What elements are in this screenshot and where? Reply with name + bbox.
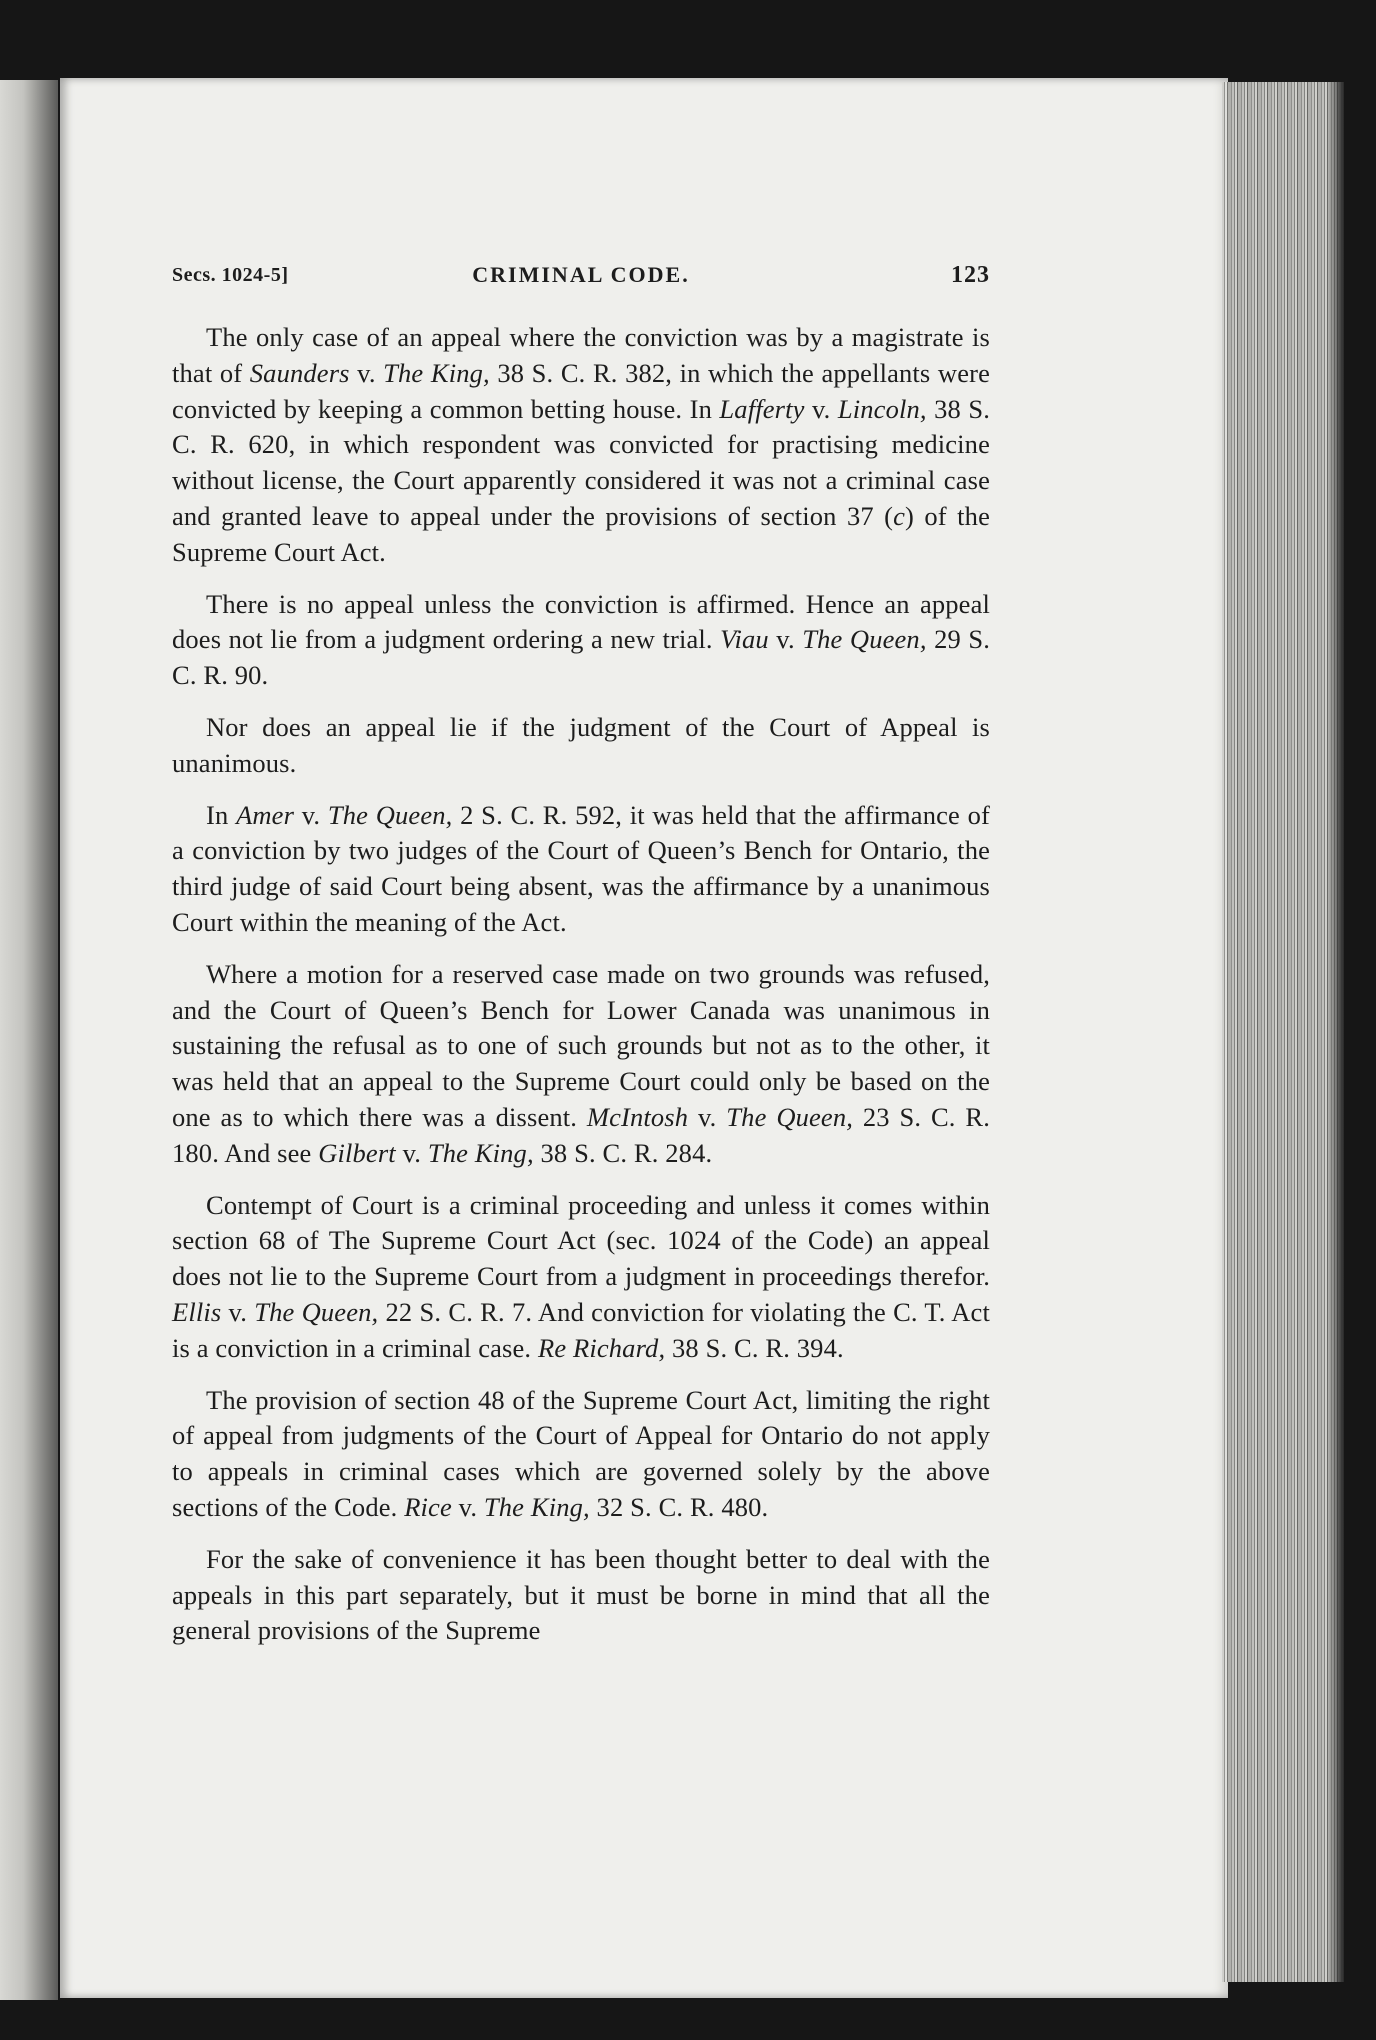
- text-run: In: [206, 799, 237, 830]
- case-name: Rice: [404, 1491, 452, 1522]
- text-run: v.: [221, 1296, 255, 1327]
- case-name: The King,: [483, 1491, 590, 1522]
- text-run: 29 S. C. R. 90.: [172, 624, 990, 691]
- case-name: Ellis: [172, 1296, 222, 1327]
- case-name: The Queen,: [327, 799, 453, 830]
- text-run: v.: [395, 1137, 428, 1168]
- text-run: v.: [451, 1491, 484, 1522]
- case-name: Re Richard,: [537, 1332, 666, 1363]
- text-run: 38 S. C. R. 284.: [533, 1137, 713, 1168]
- text-run: 23 S. C. R. 180. And see: [172, 1101, 990, 1168]
- paragraph: [172, 587, 990, 694]
- case-name: Saunders: [249, 357, 350, 388]
- case-name: McIntosh: [586, 1101, 689, 1132]
- text-run: v.: [804, 393, 838, 424]
- paragraph: [172, 798, 990, 941]
- text-run: 38 S. C. R. 394.: [665, 1332, 844, 1363]
- text-run: 38 S. C. R. 620, in which respondent was convicted for practising medicine without license, the Court apparently considered it was not a criminal case and granted leave to appeal under the provisions of section 37 (: [172, 393, 990, 531]
- text-run: Where a motion for a reserved case made on two grounds was refused, and the Court of Queen’s Bench for Lower Canada was unanimous in sustaining the refusal as to one of such grounds but not as to the other, it was held that an appeal to the Supreme Court could only be based on the one as to which there was a dissent.: [172, 958, 990, 1132]
- running-head: [172, 258, 990, 298]
- text-run: v.: [294, 799, 328, 830]
- text-run: ) of the Supreme Court Act.: [172, 500, 990, 567]
- page-heading: CRIMINAL CODE.: [472, 262, 690, 287]
- case-name: Gilbert: [318, 1137, 396, 1168]
- text-run: 2 S. C. R. 592, it was held that the affirmance of a conviction by two judges of the Court of Queen’s Bench for Ontario, the third judge of said Court being absent, was the affirmance by a unanimous Court within the meaning of the Act.: [172, 799, 990, 937]
- facing-page-edge: [0, 80, 58, 2000]
- text-run: For the sake of convenience it has been thought better to deal with the appeals in this part separately, but it must be borne in mind that all the general provisions of the Supreme: [172, 1543, 990, 1646]
- page-stack-edge: [1222, 82, 1344, 1982]
- case-name: The King,: [383, 357, 490, 388]
- text-run: 32 S. C. R. 480.: [589, 1491, 769, 1522]
- case-name: Viau: [720, 624, 769, 655]
- case-name: Lafferty: [719, 393, 805, 424]
- clause-letter: c: [893, 500, 906, 531]
- case-name: The Queen,: [726, 1101, 854, 1132]
- paragraph: [172, 1542, 990, 1649]
- text-run: v.: [688, 1101, 727, 1132]
- case-name: The Queen,: [802, 624, 927, 655]
- text-run: Nor does an appeal lie if the judgment of the Court of Appeal is unanimous.: [172, 711, 990, 778]
- case-name: Lincoln,: [837, 393, 927, 424]
- text-run: Contempt of Court is a criminal proceeding and unless it comes within section 68 of The Supreme Court Act (sec. 1024 of the Code) an appeal does not lie to the Supreme Court from a judgment in proceedings therefor.: [172, 1189, 990, 1292]
- paragraph: [172, 1383, 990, 1526]
- paragraph: [172, 320, 990, 571]
- case-name: The Queen,: [254, 1296, 379, 1327]
- section-reference: Secs. 1024-5]: [172, 264, 289, 286]
- text-run: 22 S. C. R. 7. And conviction for violating the C. T. Act is a conviction in a criminal case.: [172, 1296, 990, 1363]
- page-content: [172, 258, 990, 1649]
- paragraph: [172, 710, 990, 782]
- text-run: v.: [768, 624, 803, 655]
- text-run: The provision of section 48 of the Supreme Court Act, limiting the right of appeal from judgments of the Court of Appeal for Ontario do not apply to appeals in criminal cases which are governed solely by the above sections of the Code.: [172, 1384, 990, 1522]
- case-name: Amer: [236, 799, 295, 830]
- text-run: v.: [349, 357, 384, 388]
- paragraph: [172, 957, 990, 1172]
- body-text: [172, 320, 990, 1649]
- text-run: The only case of an appeal where the conviction was by a magistrate is that of: [172, 322, 990, 388]
- text-run: 38 S. C. R. 382, in which the appellants were convicted by keeping a common betting house. In: [172, 357, 990, 424]
- page-number: 123: [951, 262, 990, 288]
- case-name: The King,: [427, 1137, 534, 1168]
- paragraph: [172, 1188, 990, 1367]
- text-run: There is no appeal unless the conviction is affirmed. Hence an appeal does not lie from a judgment ordering a new trial.: [172, 588, 990, 655]
